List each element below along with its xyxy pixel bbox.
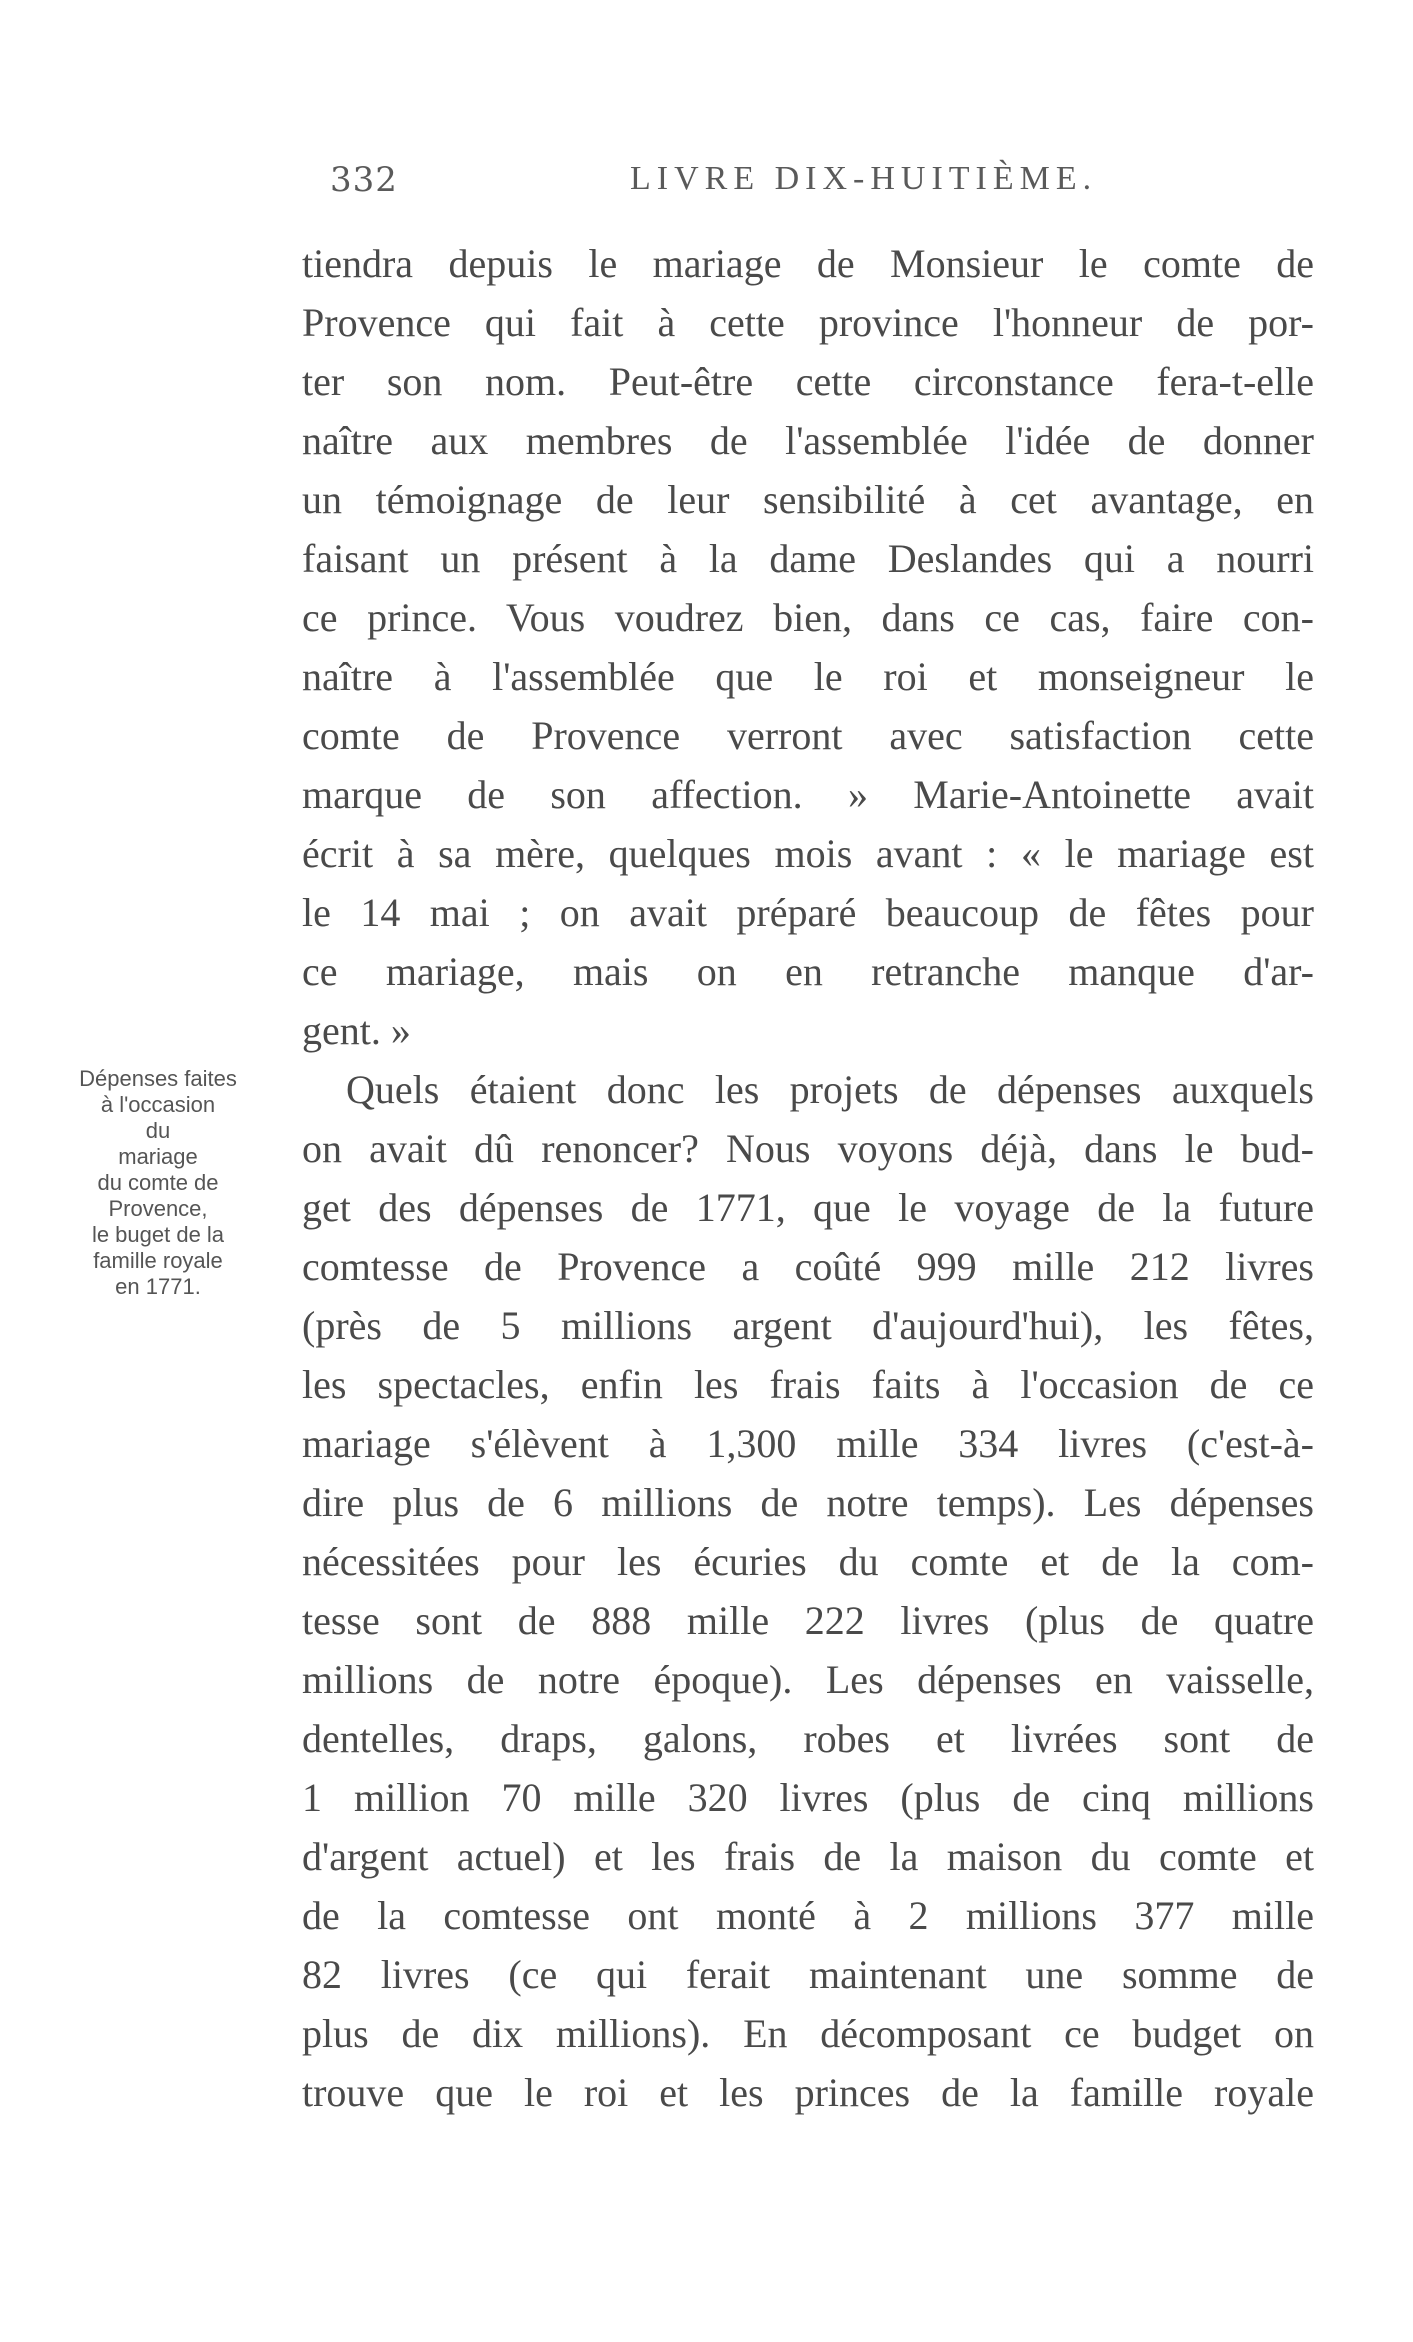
text-line: naître à l'assemblée que le roi et monseigneur le [302,654,1314,699]
body-text [302,234,1314,2122]
text-line: plus de dix millions). En décomposant ce budget on [302,2011,1314,2056]
text-line: get des dépenses de 1771, que le voyage de la future [302,1185,1314,1230]
text-line: Provence qui fait à cette province l'honneur de por- [302,300,1314,345]
text-line: 82 livres (ce qui ferait maintenant une somme de [302,1952,1314,1997]
margin-note-line: Dépenses faites [79,1066,237,1091]
paragraph-start-line: Quels étaient donc les projets de dépenses auxquels [346,1067,1314,1112]
margin-note-line: famille royale [93,1248,223,1273]
text-line: tiendra depuis le mariage de Monsieur le comte de [302,241,1314,286]
text-line: les spectacles, enfin les frais faits à l'occasion de ce [302,1362,1314,1407]
text-line: ter son nom. Peut-être cette circonstance fera-t-elle [302,359,1314,404]
text-line: comte de Provence verront avec satisfaction cette [302,713,1314,758]
text-line: trouve que le roi et les princes de la famille royale [302,2070,1314,2115]
text-line: nécessitées pour les écuries du comte et de la com- [302,1539,1314,1584]
text-line: comtesse de Provence a coûté 999 mille 212 livres [302,1244,1314,1289]
text-line: d'argent actuel) et les frais de la maison du comte et [302,1834,1314,1879]
margin-note [42,1066,274,1300]
text-line: mariage s'élèvent à 1,300 mille 334 livres (c'est-à- [302,1421,1314,1466]
text-line: un témoignage de leur sensibilité à cet avantage, en [302,477,1314,522]
text-line: ce prince. Vous voudrez bien, dans ce cas, faire con- [302,595,1314,640]
margin-note-line: Provence, [108,1196,208,1221]
text-line: gent. » [302,1008,411,1053]
margin-note-line: le buget de la [91,1222,225,1247]
text-line: naître aux membres de l'assemblée l'idée de donner [302,418,1314,463]
margin-note-line: du comte de [97,1170,219,1195]
margin-note-line: du [145,1118,171,1143]
text-line: de la comtesse ont monté à 2 millions 377 mille [302,1893,1314,1938]
text-line: on avait dû renoncer? Nous voyons déjà, dans le bud- [302,1126,1314,1171]
text-line: ce mariage, mais on en retranche manque d'ar- [302,949,1314,994]
text-line: (près de 5 millions argent d'aujourd'hui), les fêtes, [302,1303,1314,1348]
text-line: marque de son affection. » Marie-Antoinette avait [302,772,1314,817]
margin-note-line: mariage [118,1144,198,1169]
page-number: 332 [330,160,398,200]
text-line: faisant un présent à la dame Deslandes qui a nourri [302,536,1314,581]
text-line: le 14 mai ; on avait préparé beaucoup de fêtes pour [302,890,1314,935]
running-title: LIVRE DIX-HUITIÈME. [630,160,1098,197]
margin-note-line: en 1771. [115,1274,201,1299]
text-line: tesse sont de 888 mille 222 livres (plus de quatre [302,1598,1314,1643]
page-header [330,160,1330,210]
text-line: millions de notre époque). Les dépenses en vaisselle, [302,1657,1314,1702]
margin-note-line: à l'occasion [100,1092,216,1117]
text-line: dire plus de 6 millions de notre temps). Les dépenses [302,1480,1314,1525]
text-line: 1 million 70 mille 320 livres (plus de cinq millions [302,1775,1314,1820]
text-line: écrit à sa mère, quelques mois avant : « le mariage est [302,831,1314,876]
text-line: dentelles, draps, galons, robes et livrées sont de [302,1716,1314,1761]
